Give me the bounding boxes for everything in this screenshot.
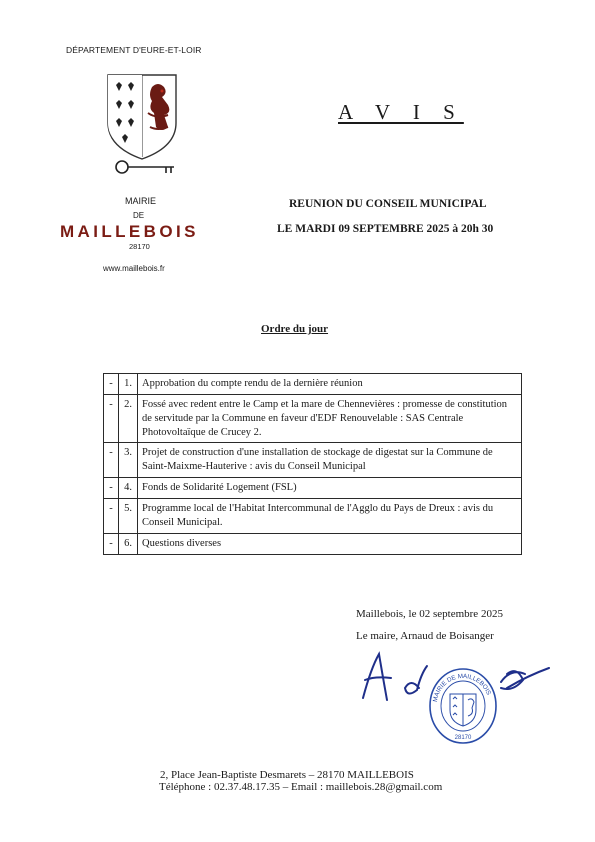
agenda-row <box>104 394 522 443</box>
agenda-number: 1. <box>119 374 138 395</box>
seal-text: MAIRIE DE MAILLEBOIS <box>432 672 493 703</box>
agenda-text: Fonds de Solidarité Logement (FSL) <box>138 478 522 499</box>
agenda-text: Fossé avec redent entre le Camp et la mare de Chennevières : promesse de constitution de servitude par la Commune en faveur d'EDF Renouvelable : SAS Centrale Photovoltaïque de Crucey 2. <box>138 394 522 443</box>
seal-code: 28170 <box>454 735 472 741</box>
coat-of-arms-icon <box>104 73 180 181</box>
agenda-row <box>104 478 522 499</box>
agenda-dash: - <box>104 374 119 395</box>
meeting-date: LE MARDI 09 SEPTEMBRE 2025 à 20h 30 <box>277 223 494 235</box>
town-seal-icon <box>428 666 498 746</box>
town-name: MAILLEBOIS <box>60 222 199 241</box>
agenda-number: 5. <box>119 499 138 534</box>
department-name: DÉPARTEMENT D'EURE-ET-LOIR <box>66 45 202 55</box>
agenda-dash: - <box>104 443 119 478</box>
agenda-row <box>104 533 522 554</box>
agenda-dash: - <box>104 394 119 443</box>
website-link[interactable]: www.maillebois.fr <box>103 264 165 273</box>
agenda-row <box>104 499 522 534</box>
mairie-label: MAIRIE <box>125 196 157 206</box>
agenda-number: 3. <box>119 443 138 478</box>
agenda-row <box>104 374 522 395</box>
agenda-text: Programme local de l'Habitat Intercommunal de l'Agglo du Pays de Dreux : avis du Conseil Municipal. <box>138 499 522 534</box>
meeting-title: REUNION DU CONSEIL MUNICIPAL <box>289 198 487 210</box>
agenda-text: Approbation du compte rendu de la dernière réunion <box>138 374 522 395</box>
agenda-number: 4. <box>119 478 138 499</box>
agenda-number: 6. <box>119 533 138 554</box>
agenda-dash: - <box>104 499 119 534</box>
agenda-number: 2. <box>119 394 138 443</box>
agenda-title: Ordre du jour <box>261 323 329 335</box>
notice-title: A V I S <box>338 100 464 124</box>
footer-contact: Téléphone : 02.37.48.17.35 – Email : maillebois.28@gmail.com <box>159 781 443 793</box>
place-and-date: Maillebois, le 02 septembre 2025 <box>356 608 503 620</box>
agenda-dash: - <box>104 533 119 554</box>
agenda-dash: - <box>104 478 119 499</box>
agenda-row <box>104 443 522 478</box>
agenda-text: Questions diverses <box>138 533 522 554</box>
agenda-table <box>103 373 522 555</box>
agenda-text: Projet de construction d'une installation de stockage de digestat sur la Commune de Saint-Maixme-Hauterive : avis du Conseil Municipal <box>138 443 522 478</box>
footer-address: 2, Place Jean-Baptiste Desmarets – 28170 MAILLEBOIS <box>160 769 414 781</box>
signatory: Le maire, Arnaud de Boisanger <box>356 630 494 642</box>
postcode: 28170 <box>129 242 150 251</box>
de-label: DE <box>133 211 145 220</box>
